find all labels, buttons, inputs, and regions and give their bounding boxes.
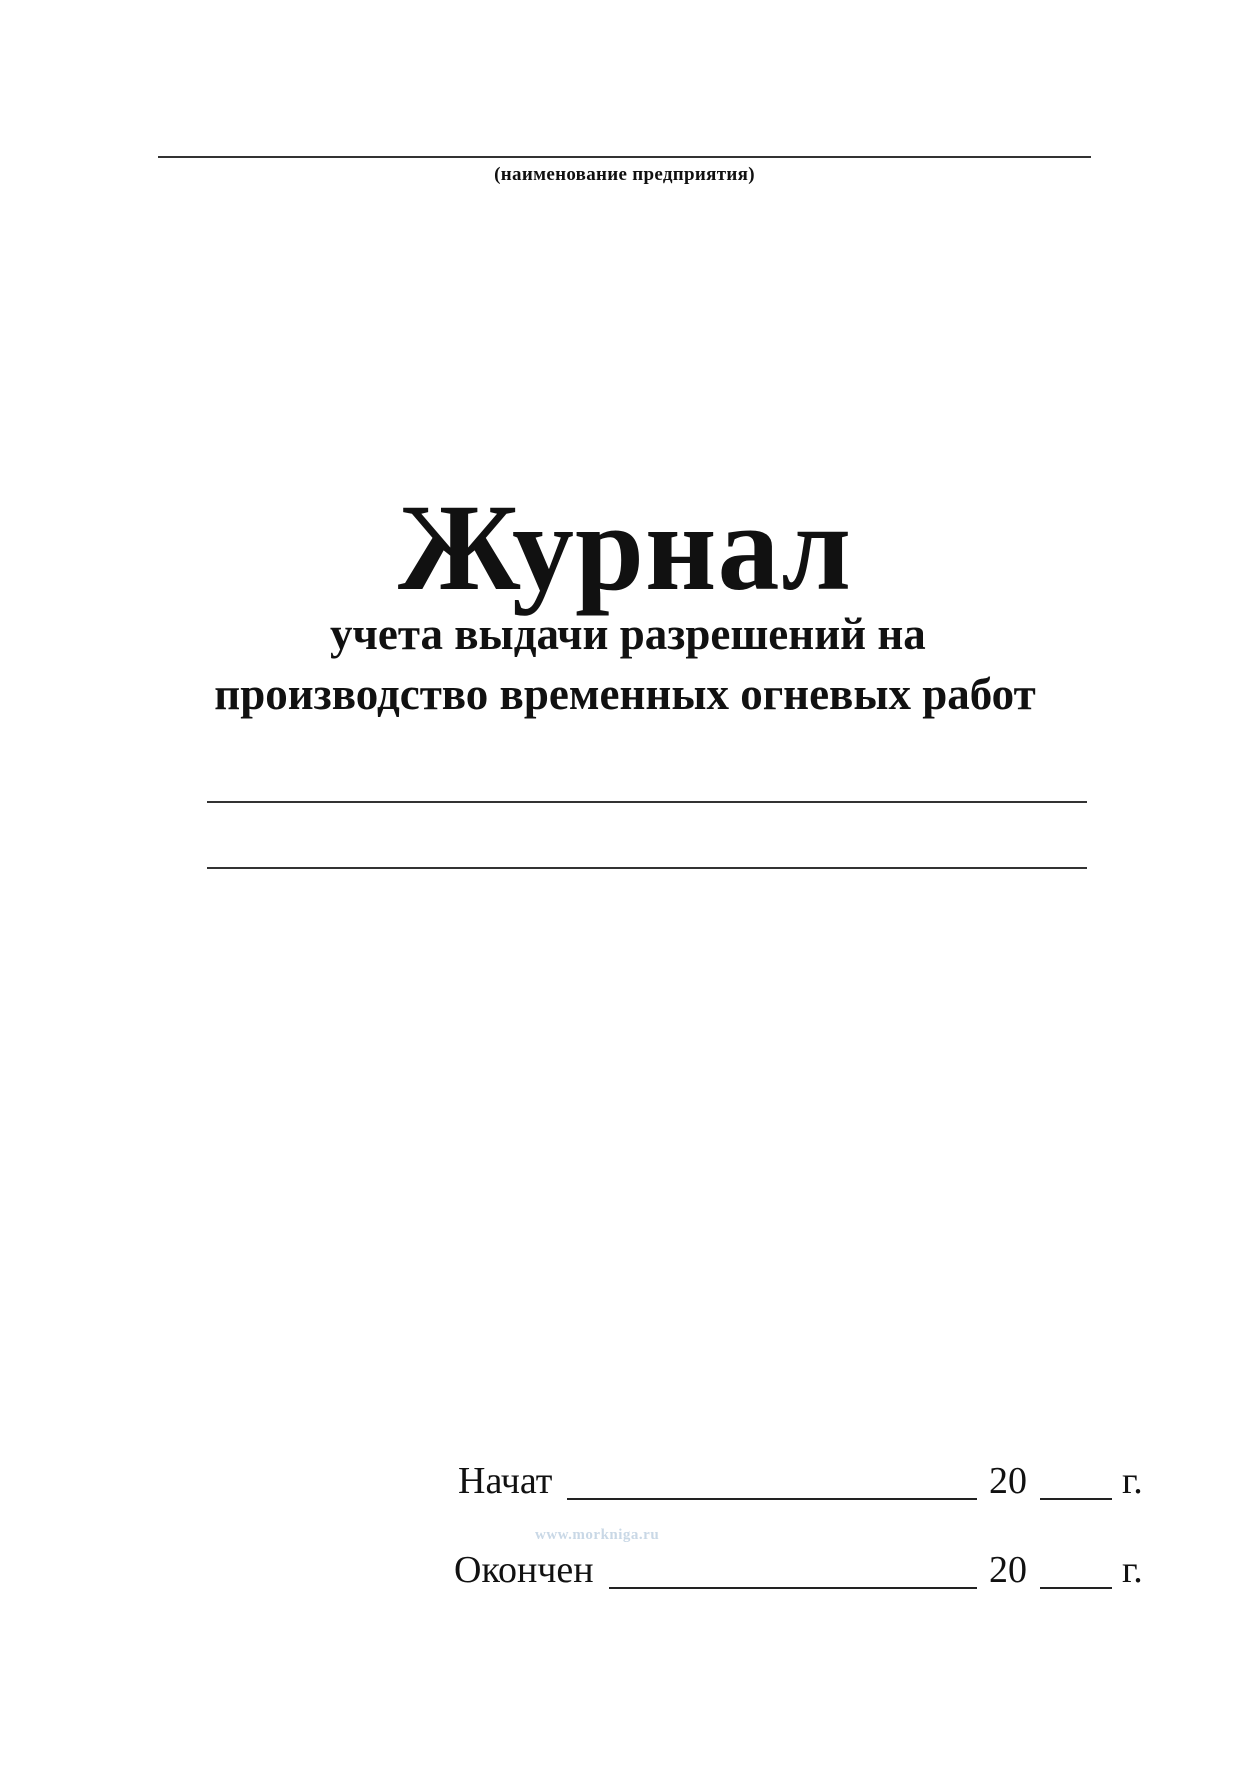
finished-date-row <box>440 1545 1160 1595</box>
started-year-prefix: 20 <box>989 1460 1027 1502</box>
watermark: www.morkniga.ru <box>535 1527 660 1543</box>
organization-name-line <box>158 156 1091 158</box>
started-year-suffix: г. <box>1122 1460 1143 1502</box>
journal-subtitle-line-1: учета выдачи разрешений на <box>330 609 926 659</box>
finished-year-prefix: 20 <box>989 1549 1027 1591</box>
journal-title: Журнал <box>397 479 853 616</box>
finished-year-suffix: г. <box>1122 1549 1143 1591</box>
started-label: Начат <box>458 1460 553 1502</box>
finished-date-blank <box>609 1587 977 1589</box>
blank-line-2 <box>207 867 1087 869</box>
journal-subtitle-line-2: производство временных огневых работ <box>214 669 1036 719</box>
started-year-blank <box>1040 1498 1112 1500</box>
finished-label: Окончен <box>454 1549 594 1591</box>
started-date-row <box>440 1456 1160 1506</box>
finished-year-blank <box>1040 1587 1112 1589</box>
started-date-blank <box>567 1498 977 1500</box>
blank-line-1 <box>207 801 1087 803</box>
organization-name-caption: (наименование предприятия) <box>494 164 755 185</box>
